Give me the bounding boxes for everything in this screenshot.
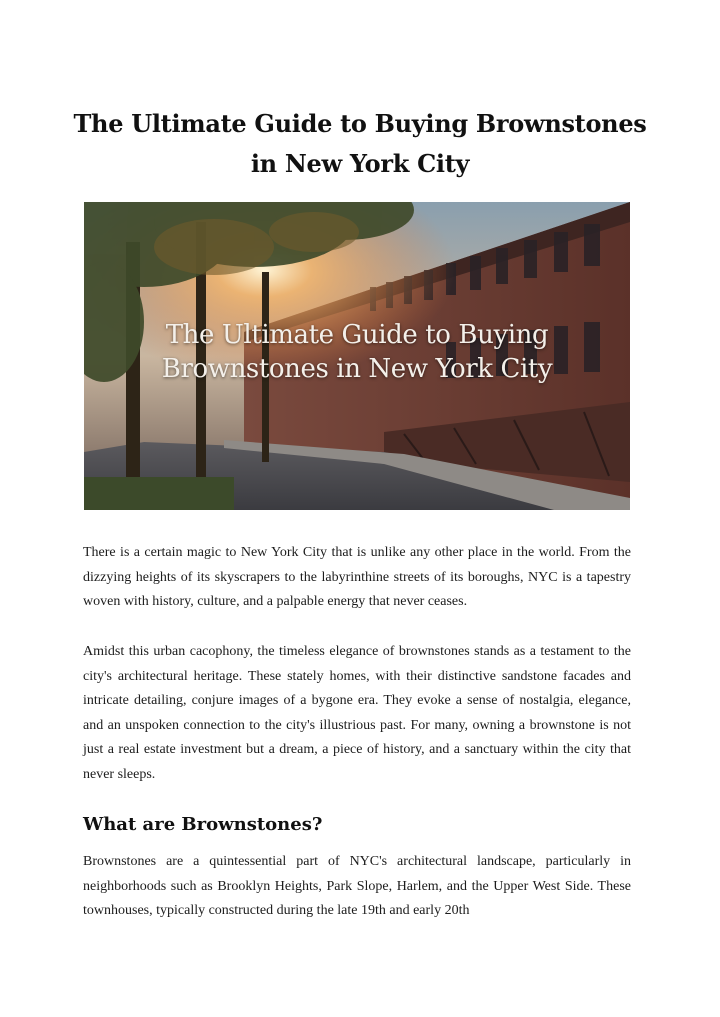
brownstone-elegance-paragraph: Amidst this urban cacophony, the timeless elegance of brownstones stands as a testament to the city's architectural heritage. These stately homes, with their distinctive sandstone facades and intricate detailing, conjure images of a bygone era. They evoke a sense of nostalgia, elegance, and an unspoken connection to the city's illustrious past. For many, owning a brownstone is not just a real estate investment but a dream, a piece of history, and a sanctuary within the city that never sleeps.: [83, 644, 631, 782]
section-heading: What are Brownstones?: [83, 814, 323, 835]
hero-image: [84, 202, 630, 510]
hero-caption-line-2: Brownstones in New York City: [161, 354, 553, 384]
hero-caption: [84, 318, 630, 386]
title-line-2: in New York City: [250, 149, 470, 178]
intro-paragraph: There is a certain magic to New York City that is unlike any other place in the world. From the dizzying heights of its skyscrapers to the labyrinthine streets of its boroughs, NYC is a tapestry woven with history, culture, and a palpable energy that never ceases.: [83, 545, 631, 610]
hero-caption-line-1: The Ultimate Guide to Buying: [165, 320, 549, 350]
page-title: [60, 104, 660, 184]
section-paragraph: Brownstones are a quintessential part of NYC's architectural landscape, particularly in neighborhoods such as Brooklyn Heights, Park Slope, Harlem, and the Upper West Side. These townhouses, typically constructed during the late 19th and early 20th: [83, 854, 631, 919]
title-line-1: The Ultimate Guide to Buying Brownstones: [73, 109, 647, 138]
